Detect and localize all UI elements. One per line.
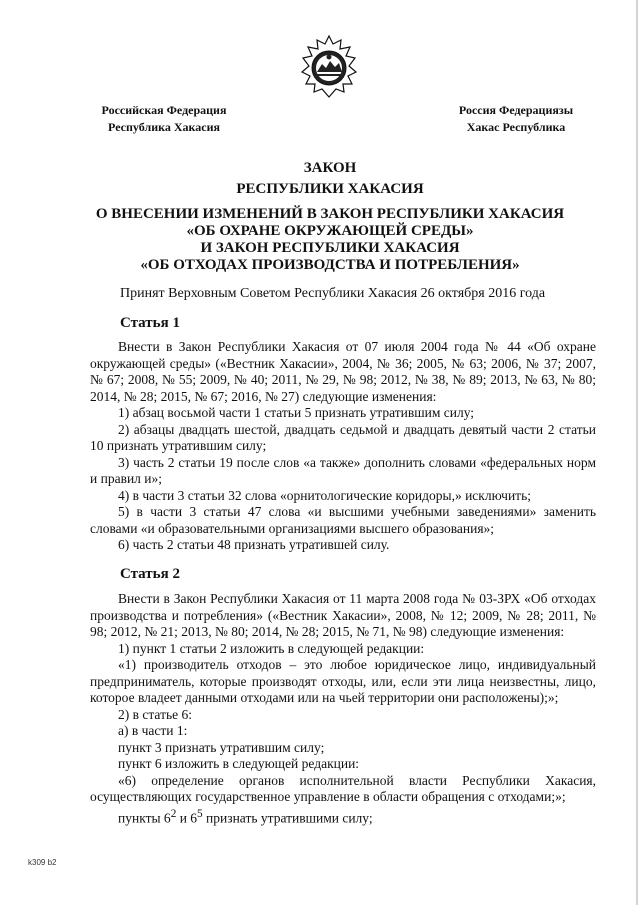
article-1-item: 3) часть 2 статьи 19 после слов «а также» дополнить словами «федеральных норм и правил и»;	[90, 454, 596, 486]
header-right	[430, 102, 602, 136]
article-2-line-text: пункты 6	[118, 810, 171, 825]
article-2-line: 2) в статье 6:	[118, 706, 192, 722]
coat-of-arms-icon	[300, 34, 358, 100]
article-1-item: 5) в части 3 статьи 47 слова «и высшими учебными заведениями» заменить словами «и образовательными организациями высшего образования»;	[90, 504, 596, 536]
article-2-line-text: и 6	[176, 810, 198, 825]
header-right-country: Россия Федерациязы	[458, 103, 574, 117]
title-subject-line2: «ОБ ОХРАНЕ ОКРУЖАЮЩЕЙ СРЕДЫ»	[186, 223, 474, 239]
title-subject-line3: И ЗАКОН РЕСПУБЛИКИ ХАКАСИЯ	[200, 240, 460, 256]
article-1-intro: Внести в Закон Республики Хакасия от 07 июля 2004 года № 44 «Об охране окружающей среды» («Вестник Хакасии», 2004, № 36; 2005, № 63; 2006, № 37; 2007, № 67; 2008, № 55; 2009, № 40; 2011, № 29, № 98; 2012, № 38, № 89; 2013, № 63, № 80; 2014, № 28; 2015, № 67; 2016, № 27) следующие изменения:	[90, 339, 596, 404]
article-2-line	[90, 806, 596, 827]
article-2-intro: Внести в Закон Республики Хакасия от 11 марта 2008 года № 03-ЗРХ «Об отходах производства и потребления» («Вестник Хакасии», 2008, № 12; 2009, № 28; 2011, № 98; 2012, № 21; 2013, № 80; 2014, № 28; 2015, № 71, № 98) следующие изменения:	[90, 591, 596, 639]
article-2-line: пункт 3 признать утратившим силу;	[118, 739, 325, 755]
title-law: ЗАКОН	[303, 160, 357, 176]
article-1-item: 4) в части 3 статьи 32 слова «орнитологические коридоры,» исключить;	[118, 487, 531, 503]
article-1-body	[90, 339, 596, 554]
title-republic: РЕСПУБЛИКИ ХАКАСИЯ	[236, 181, 424, 197]
article-2-line-text: признать утратившими силу;	[202, 810, 373, 825]
article-1-item: 6) часть 2 статьи 48 признать утратившей силу.	[118, 537, 390, 552]
article-2-line: 1) пункт 1 статьи 2 изложить в следующей редакции:	[118, 640, 425, 656]
scan-edge	[636, 0, 638, 905]
header-left-country: Российская Федерация	[101, 103, 227, 117]
article-2-line: а) в части 1:	[118, 723, 188, 738]
title-subject-line4: «ОБ ОТХОДАХ ПРОИЗВОДСТВА И ПОТРЕБЛЕНИЯ»	[140, 257, 520, 273]
article-2-line: пункт 6 изложить в следующей редакции:	[118, 756, 360, 771]
article-2-line: «6) определение органов исполнительной власти Республики Хакасия, осуществляющих государственное управление в области обращения с отходами;»;	[90, 772, 596, 804]
document-code: k309 b2	[28, 858, 57, 867]
header-left	[88, 102, 240, 136]
superscript: 2	[170, 807, 177, 820]
article-2-heading: Статья 2	[120, 566, 180, 582]
article-2-line: «1) производитель отходов – это любое юридическое лицо, индивидуальный предприниматель, которые производят отходы, или, если эти лица неизвестны, лицо, которое владеет данными отходами или на чьей территории они расположены);»;	[90, 657, 596, 705]
article-1-item: 2) абзацы двадцать шестой, двадцать седьмой и двадцать девятый части 2 статьи 10 признать утратившим силу;	[90, 421, 596, 453]
header-right-republic: Хакас Республика	[466, 120, 566, 134]
title-subject-line1: О ВНЕСЕНИИ ИЗМЕНЕНИЙ В ЗАКОН РЕСПУБЛИКИ ХАКАСИЯ	[95, 206, 565, 222]
article-2-body	[90, 591, 596, 827]
adoption-note: Принят Верховным Советом Республики Хакасия 26 октября 2016 года	[120, 286, 546, 301]
article-1-item: 1) абзац восьмой части 1 статьи 5 признать утратившим силу;	[118, 405, 475, 420]
article-1-heading: Статья 1	[120, 315, 180, 331]
superscript: 5	[197, 807, 203, 820]
header-left-republic: Республика Хакасия	[108, 120, 220, 134]
